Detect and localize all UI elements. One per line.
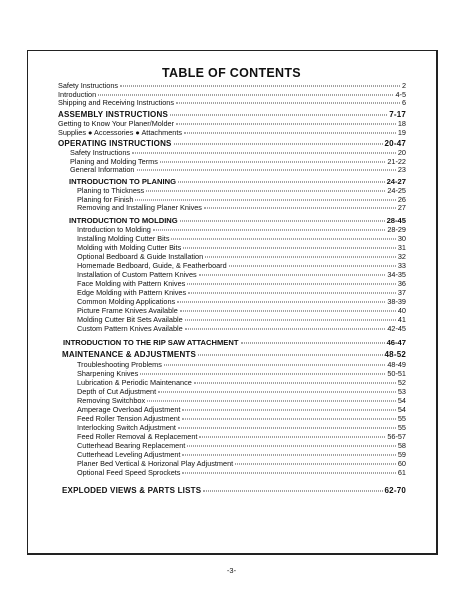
dot-leader (135, 199, 395, 200)
toc-entry (58, 110, 406, 119)
toc-entry-label: Removing Switchbox (77, 396, 146, 405)
toc-entry-label: Getting to Know Your Planer/Molder (58, 119, 175, 128)
dot-leader (177, 302, 385, 303)
toc-entry-pages: 28-29 (387, 225, 406, 234)
toc-entry (58, 128, 406, 137)
toc-entry-label: Interlocking Switch Adjustment (77, 423, 176, 432)
toc-entry-label: MAINTENANCE & ADJUSTMENTS (62, 350, 197, 359)
toc-entry-pages: 59 (397, 450, 406, 459)
toc-entry-pages: 4-5 (395, 89, 406, 99)
toc-entry-pages: 2 (401, 81, 406, 90)
dot-leader (171, 239, 395, 240)
toc-entry (62, 486, 406, 495)
dot-leader (132, 153, 396, 154)
toc-entry-pages: 18 (397, 119, 406, 128)
dot-leader (182, 410, 395, 411)
dot-leader (176, 103, 400, 104)
toc-entry-pages: 61 (397, 468, 406, 477)
dot-leader (183, 248, 396, 249)
toc-entry-pages: 53 (397, 387, 406, 396)
toc-entry-label: Face Molding with Pattern Knives (77, 279, 186, 288)
toc-entry-pages: 50-51 (387, 369, 406, 378)
dot-leader (203, 491, 382, 492)
toc-entry-pages: 62-70 (384, 486, 406, 495)
toc-entry-pages: 37 (397, 288, 406, 297)
toc-entry (58, 119, 406, 128)
dot-leader (137, 170, 396, 171)
toc-entry-pages: 42-45 (387, 324, 406, 333)
dot-leader (199, 437, 385, 438)
toc-entry-label: Molding Cutter Bit Sets Available (77, 315, 183, 324)
toc-entry-label: General Information (70, 165, 135, 174)
toc-entry (58, 139, 406, 148)
toc-entry-label: OPERATING INSTRUCTIONS (58, 139, 172, 148)
toc-entry-label: Safety Instructions (58, 81, 119, 90)
dot-leader (185, 320, 396, 321)
toc-entry (77, 360, 406, 369)
toc-entry (77, 423, 406, 432)
toc-entry-pages: 46-47 (386, 338, 406, 347)
toc-entry (77, 324, 406, 333)
toc-entry-label: Lubrication & Periodic Maintenance (77, 378, 192, 387)
dot-leader (205, 257, 396, 258)
toc-entry (77, 441, 406, 450)
toc-entry-label: INTRODUCTION TO MOLDING (69, 216, 178, 225)
toc-entry-label: Installation of Custom Pattern Knives (77, 270, 197, 279)
toc-entry-label: Cutterhead Leveling Adjustment (77, 450, 181, 459)
toc-entry (77, 270, 406, 279)
toc-entry (77, 378, 406, 387)
toc-entry-label: Amperage Overload Adjustment (77, 405, 181, 414)
toc-entry-pages: 28-45 (386, 216, 406, 225)
dot-leader (188, 293, 396, 294)
toc-entry-label: Introduction to Molding (77, 225, 151, 234)
dot-leader (182, 473, 395, 474)
toc-entry-pages: 20-47 (384, 139, 406, 148)
toc-entry (77, 234, 406, 243)
toc-entry-label: Optional Feed Speed Sprockets (77, 468, 181, 477)
toc-entry (77, 414, 406, 423)
dot-leader (187, 284, 396, 285)
dot-leader (180, 221, 385, 222)
toc-entry-pages: 21-22 (387, 156, 406, 166)
dot-leader (180, 311, 396, 312)
toc-entry-pages: 20 (397, 148, 406, 157)
toc-entry-label: Supplies ● Accessories ● Attachments (58, 128, 183, 137)
toc-entry-label: Cutterhead Bearing Replacement (77, 441, 186, 450)
dot-leader (160, 161, 385, 162)
toc-entry-pages: 56-57 (387, 432, 406, 441)
toc-entry-label: EXPLODED VIEWS & PARTS LISTS (62, 486, 202, 495)
toc-entry (77, 432, 406, 441)
toc-entry-pages: 54 (397, 396, 406, 405)
toc-entry-pages: 23 (397, 165, 406, 174)
toc-entry-pages: 48-52 (384, 350, 406, 359)
toc-entry-label: Common Molding Applications (77, 297, 176, 306)
dot-leader (178, 428, 396, 429)
dot-leader (98, 94, 393, 95)
toc-entry-pages: 55 (397, 414, 406, 423)
dot-leader (153, 230, 386, 231)
toc-entry-label: Planing to Thickness (77, 186, 145, 195)
dot-leader (241, 343, 385, 344)
toc-entry-pages: 26 (397, 194, 406, 204)
toc-entry-label: Edge Molding with Pattern Knives (77, 288, 187, 297)
dot-leader (140, 374, 385, 375)
toc-entry (77, 369, 406, 378)
toc-entry (77, 387, 406, 396)
toc-entry (58, 98, 406, 107)
toc-entry-pages: 41 (397, 315, 406, 324)
dot-leader (185, 329, 386, 330)
toc-entry-label: Troubleshooting Problems (77, 360, 162, 369)
toc-entry-label: Feed Roller Tension Adjustment (77, 414, 180, 423)
toc-entry (77, 405, 406, 414)
toc-entry-label: Planer Bed Vertical & Horizonal Play Adjustment (77, 459, 234, 468)
toc-entry (62, 350, 406, 359)
dot-leader (198, 355, 382, 356)
toc-entry-label: Planing and Molding Terms (70, 156, 158, 166)
toc-entry-label: Depth of Cut Adjustment (77, 387, 157, 396)
toc-entry-label: Optional Bedboard & Guide Installation (77, 252, 204, 261)
toc-entry (69, 177, 406, 186)
dot-leader (158, 392, 396, 393)
toc-entry-label: INTRODUCTION TO THE RIP SAW ATTACHMENT (63, 338, 239, 347)
toc-entry-pages: 60 (397, 459, 406, 468)
dot-leader (182, 455, 395, 456)
toc-entry-pages: 6 (401, 98, 406, 107)
dot-leader (194, 383, 396, 384)
toc-entry-pages: 55 (397, 423, 406, 432)
dot-leader (178, 182, 385, 183)
toc-entry-label: INTRODUCTION TO PLANING (69, 177, 177, 186)
dot-leader (174, 144, 383, 145)
toc-entry-pages: 32 (397, 252, 406, 261)
toc-entry (77, 468, 406, 477)
toc-entry (77, 459, 406, 468)
toc-entry-pages: 58 (397, 441, 406, 450)
toc-entry-pages: 54 (397, 405, 406, 414)
dot-leader (176, 124, 396, 125)
toc-entry (77, 315, 406, 324)
toc-entry-label: Safety Instructions (70, 148, 131, 157)
toc-entry-label: Molding with Molding Cutter Bits (77, 243, 182, 252)
dot-leader (120, 86, 400, 87)
toc-entry-label: Installing Molding Cutter Bits (77, 234, 170, 243)
toc-entry (77, 297, 406, 306)
toc-entry (77, 450, 406, 459)
dot-leader (199, 275, 386, 276)
toc-entry (77, 279, 406, 288)
toc-entry-pages: 30 (397, 234, 406, 243)
toc-entry (63, 338, 406, 347)
toc-entry-pages: 40 (397, 306, 406, 315)
toc-entry (77, 396, 406, 405)
toc-entry (77, 252, 406, 261)
toc-entry-label: Picture Frame Knives Available (77, 306, 178, 315)
toc-entry-pages: 7-17 (389, 110, 406, 119)
toc-entry-pages: 24-25 (387, 186, 406, 195)
dot-leader (164, 365, 385, 366)
dot-leader (147, 401, 396, 402)
dot-leader (204, 208, 396, 209)
toc-entry (77, 261, 406, 270)
toc-entry-pages: 19 (397, 128, 406, 137)
toc-entry-label: Sharpening Knives (77, 369, 139, 378)
toc-entry-pages: 52 (397, 378, 406, 387)
toc-entry-label: Planing for Finish (77, 194, 134, 204)
toc-entry (70, 165, 406, 174)
dot-leader (229, 266, 396, 267)
page-number: -3- (226, 566, 237, 575)
toc-entry (77, 225, 406, 234)
page-title: TABLE OF CONTENTS (162, 66, 301, 80)
dot-leader (182, 419, 396, 420)
toc-entry-pages: 38-39 (387, 297, 406, 306)
toc-entry-label: Custom Pattern Knives Available (77, 324, 183, 333)
toc-entry (77, 288, 406, 297)
toc-entry-label: Removing and Installing Planer Knives (77, 203, 202, 212)
toc-entry-label: ASSEMBLY INSTRUCTIONS (58, 110, 168, 119)
dot-leader (235, 464, 396, 465)
toc-entry-label: Introduction (58, 89, 97, 99)
toc-entry (77, 243, 406, 252)
dot-leader (170, 115, 387, 116)
toc-entry-label: Homemade Bedboard, Guide, & Featherboard (77, 261, 227, 270)
toc-entry (69, 216, 406, 225)
toc-entry-pages: 34-35 (387, 270, 406, 279)
toc-entry (77, 203, 406, 212)
dot-leader (146, 191, 385, 192)
toc-entry-label: Feed Roller Removal & Replacement (77, 432, 198, 441)
dot-leader (184, 133, 396, 134)
toc-entry-pages: 27 (397, 203, 406, 212)
toc-entry-pages: 31 (397, 243, 406, 252)
toc-entry-pages: 36 (397, 279, 406, 288)
toc-entry-label: Shipping and Receiving Instructions (58, 98, 175, 107)
toc-entry-pages: 33 (397, 261, 406, 270)
toc-entry-pages: 24-27 (386, 177, 406, 186)
toc-entry-pages: 48-49 (387, 360, 406, 369)
dot-leader (187, 446, 396, 447)
toc-entry (77, 306, 406, 315)
